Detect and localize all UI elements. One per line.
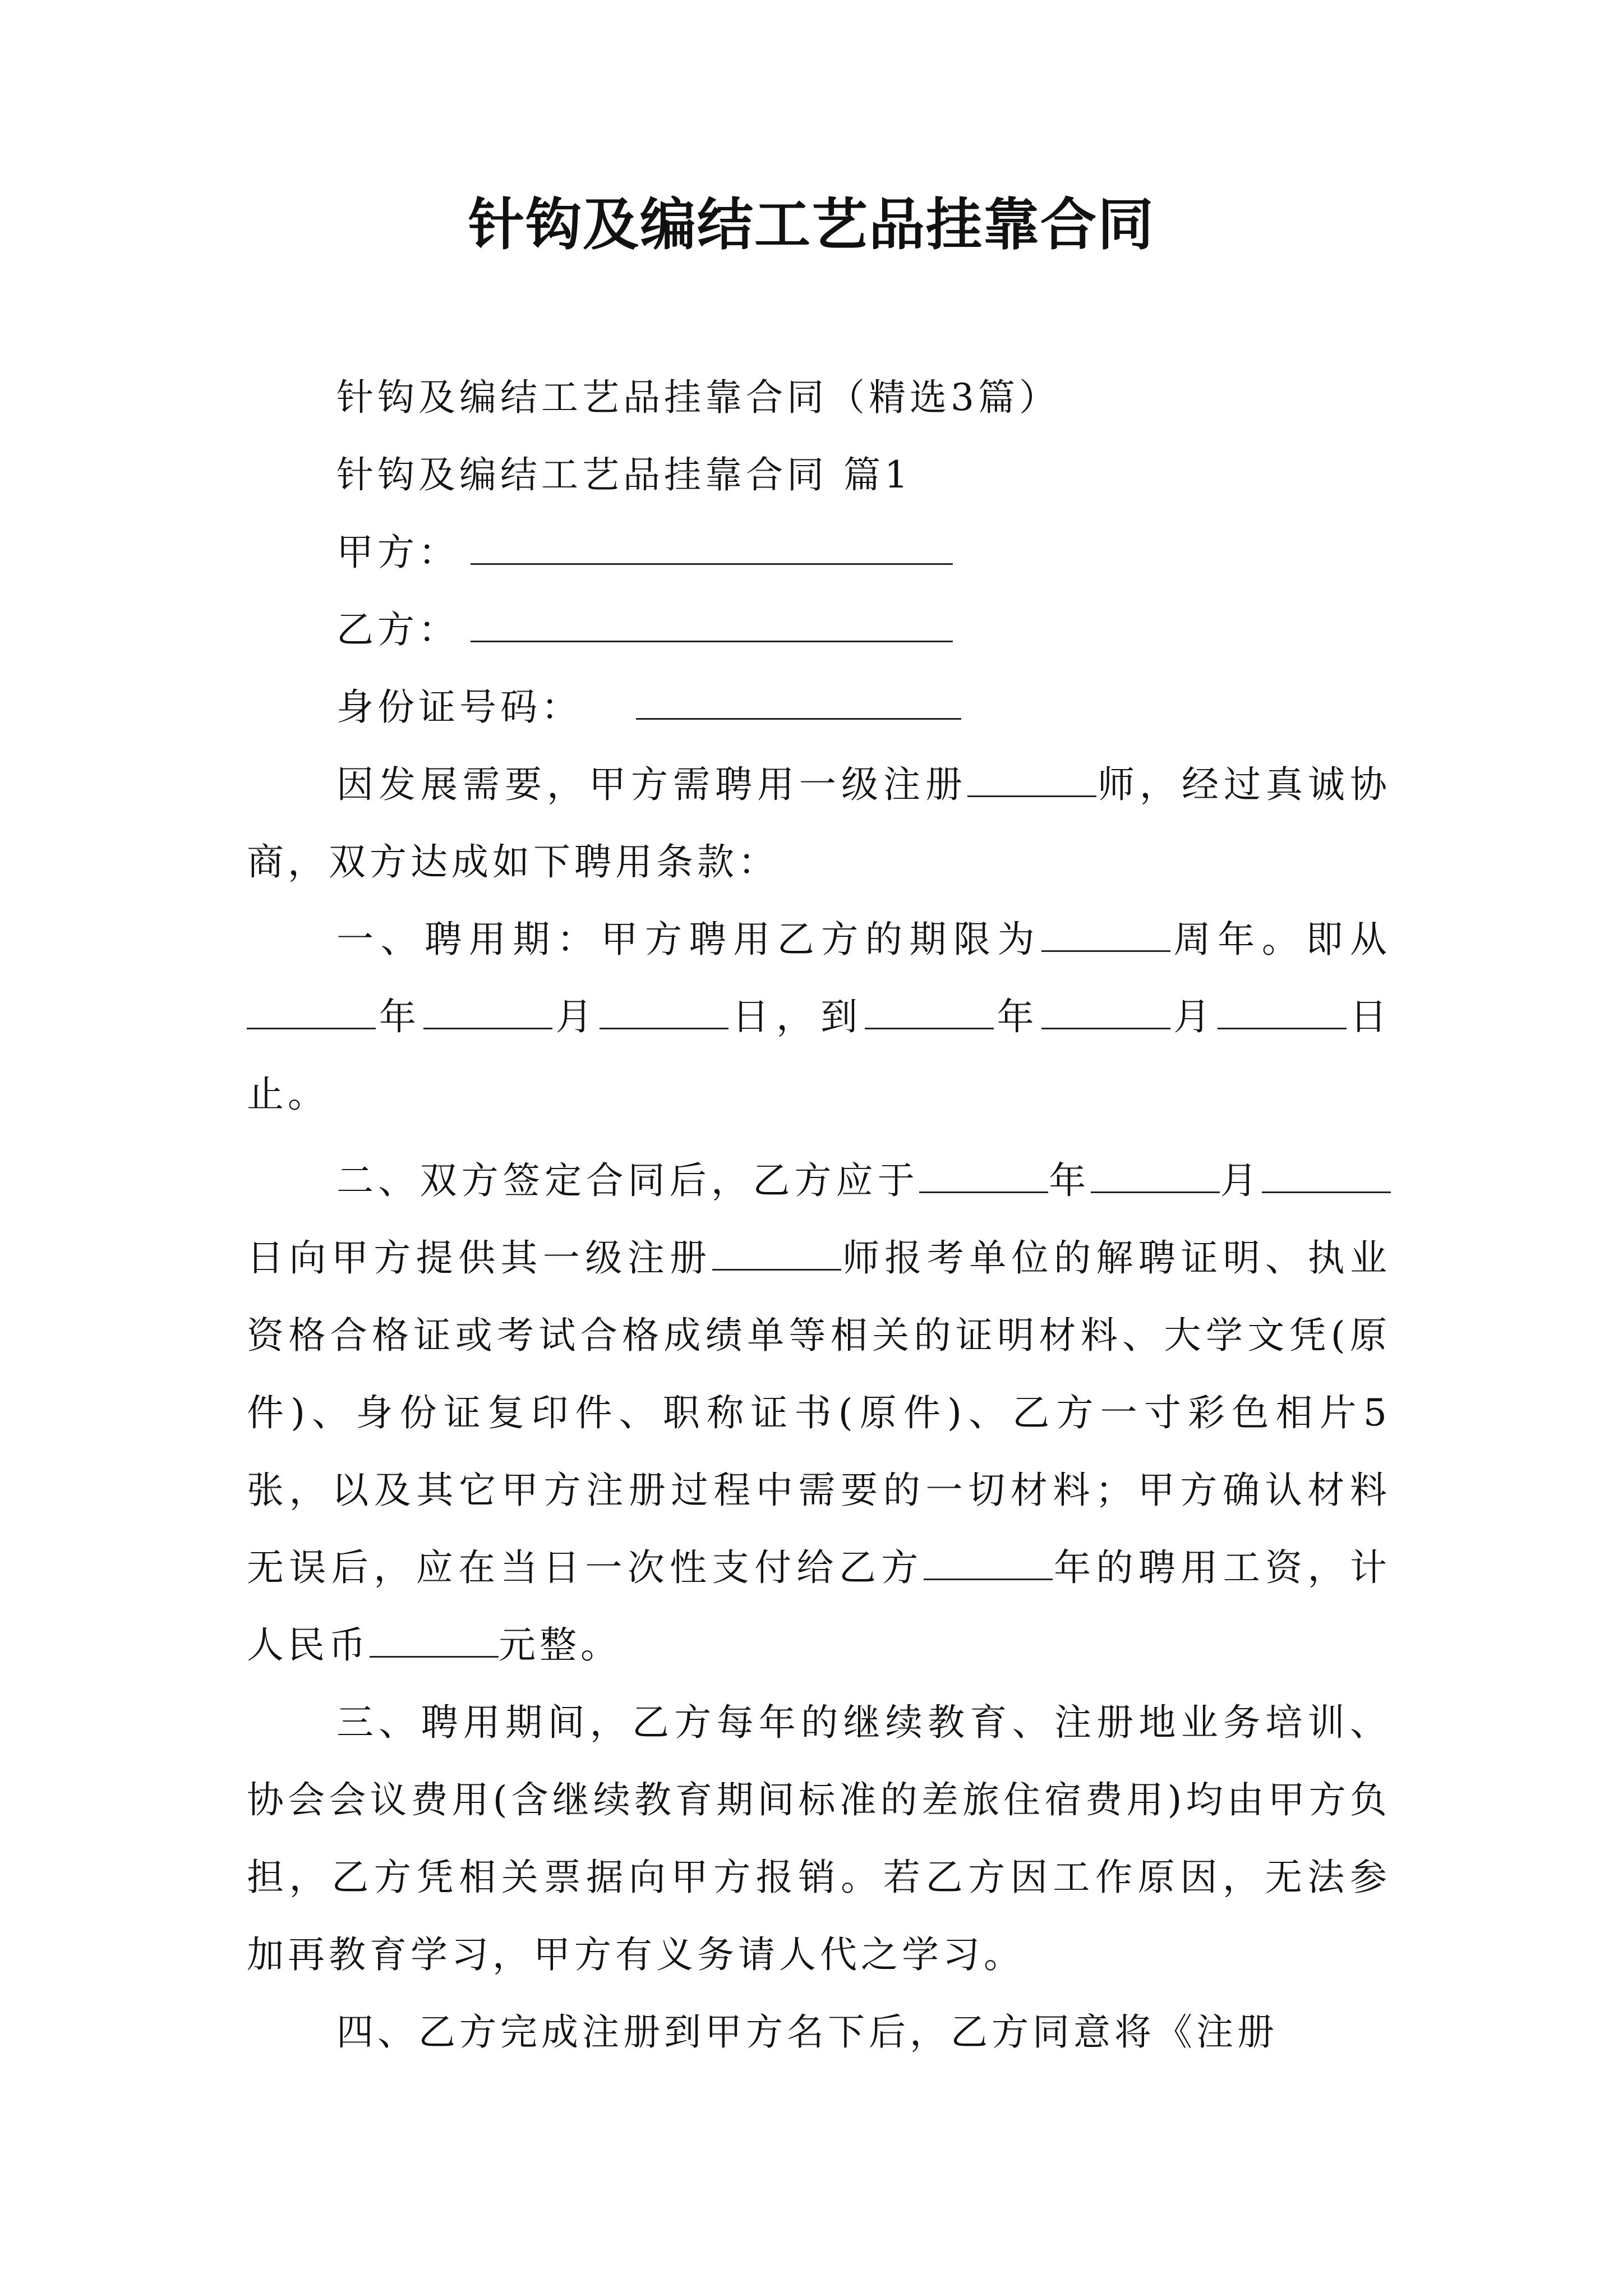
blank: [1041, 993, 1170, 1029]
document-title: 针钩及编结工艺品挂靠合同: [468, 191, 1155, 257]
blank: [600, 993, 728, 1029]
intro-paragraph: 因发展需要，甲方需聘用一级注册 师，经过真诚协商，双方达成如下聘用条款：: [247, 746, 1391, 901]
clause-4-paragraph: 四、乙方完成注册到甲方名下后，乙方同意将《注册: [336, 2010, 1278, 2054]
party-a-label: 甲方：: [336, 531, 459, 574]
blank: [1262, 1157, 1391, 1193]
clause-3-paragraph: 三、聘用期间，乙方每年的继续教育、注册地业务培训、协会会议费用(含继续教育期间标准的差旅住宿费用)均由甲方负担，乙方凭相关票据向甲方报销。若乙方因工作原因，无法参加再教育学习，甲方有义务请人代之学习。: [247, 1701, 1391, 1976]
blank: [423, 993, 552, 1029]
id-number-blank: [636, 683, 961, 720]
blank: [865, 993, 994, 1029]
blank: [1218, 993, 1347, 1029]
id-number-line: [247, 669, 1391, 746]
clause-1-paragraph: 一、聘用期：甲方聘用乙方的期限为 周年。即从年 月 日，到 年 月 日止。: [247, 901, 1391, 1133]
party-a-blank: [471, 528, 953, 565]
id-number-label: 身份证号码：: [336, 685, 582, 729]
party-a-line: [247, 514, 1391, 591]
blank: [247, 993, 376, 1029]
collection-subtitle: 针钩及编结工艺品挂靠合同（精选3篇）: [336, 376, 1060, 419]
party-b-label: 乙方：: [336, 608, 459, 651]
party-b-line: [247, 591, 1391, 669]
blank: [370, 1621, 499, 1658]
blank: [1091, 1157, 1220, 1193]
document-body: [247, 359, 1391, 2071]
blank: [967, 761, 1096, 797]
blank: [712, 1234, 841, 1271]
section-heading: 针钩及编结工艺品挂靠合同 篇1: [336, 453, 912, 496]
party-b-blank: [471, 606, 953, 642]
clause-2-paragraph: 二、双方签定合同后，乙方应于 年 月日向甲方提供其一级注册 师报考单位的解聘证明、执业资格合格证或考试合格成绩单等相关的证明材料、大学文凭(原件)、身份证复印件、职称证书(原件)、乙方一寸彩色相片5张，以及其它甲方注册过程中需要的一切材料；甲方确认材料无误后，应在当日一次性支付给乙方 年的聘用工资，计人民币 元整。: [247, 1142, 1391, 1684]
blank: [924, 1544, 1053, 1580]
blank: [1041, 915, 1170, 952]
blank: [919, 1157, 1048, 1193]
